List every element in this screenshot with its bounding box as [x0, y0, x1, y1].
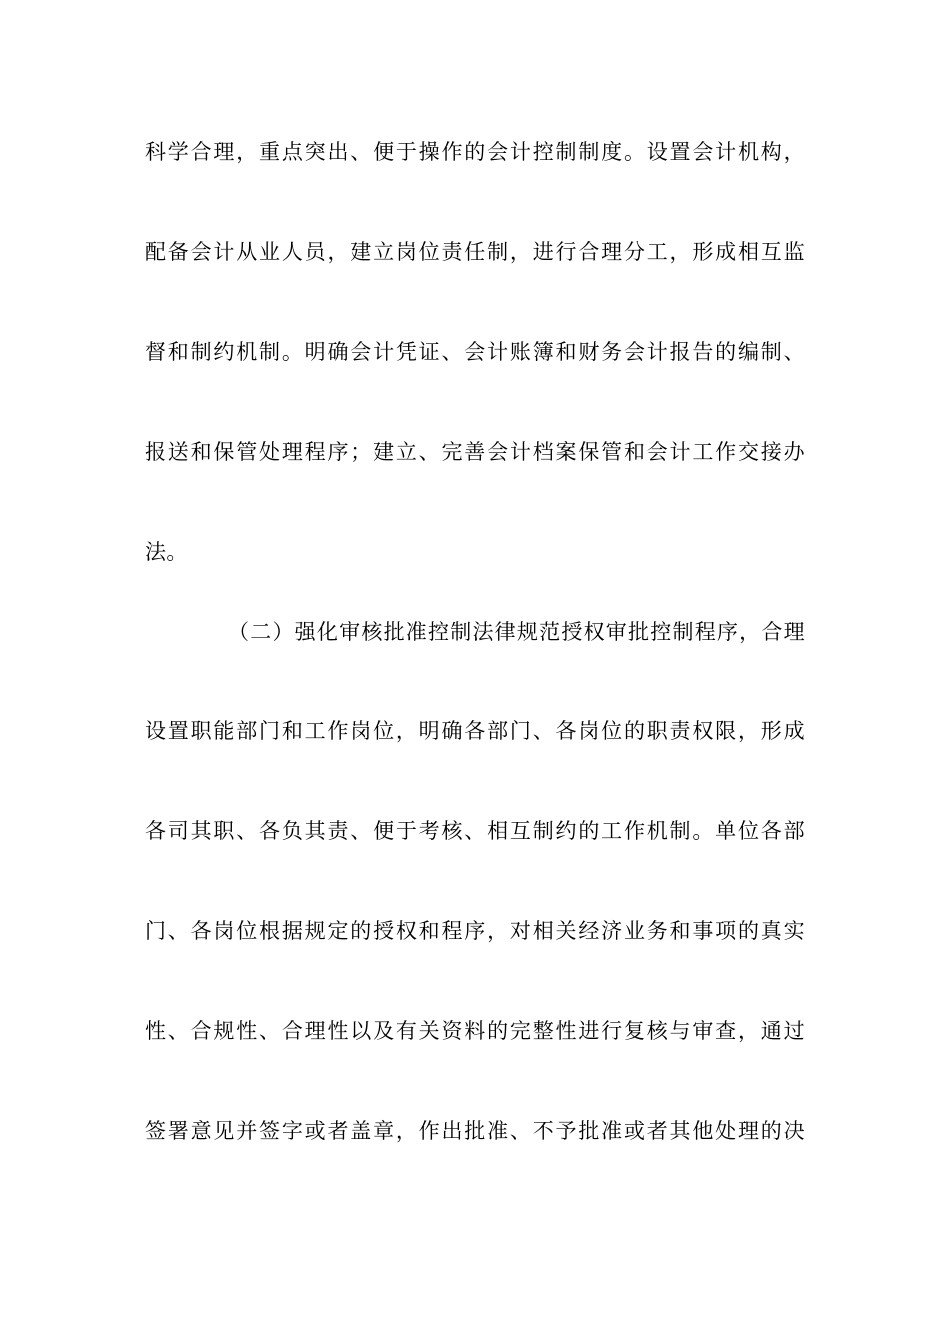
section-heading-line: （二）强化审核批准控制法律规范授权审批控制程序，合理: [228, 620, 805, 644]
paragraph-line: 各司其职、各负其责、便于考核、相互制约的工作机制。单位各部: [145, 819, 805, 843]
paragraph-line: 性、合规性、合理性以及有关资料的完整性进行复核与审查，通过: [145, 1019, 805, 1043]
paragraph-line: 门、各岗位根据规定的授权和程序，对相关经济业务和事项的真实: [145, 919, 805, 943]
paragraph-line: 科学合理，重点突出、便于操作的会计控制制度。设置会计机构，: [145, 140, 805, 164]
paragraph-line: 配备会计从业人员，建立岗位责任制，进行合理分工，形成相互监: [145, 240, 805, 264]
paragraph-line: 签署意见并签字或者盖章，作出批准、不予批准或者其他处理的决: [145, 1119, 805, 1143]
paragraph-line: 报送和保管处理程序；建立、完善会计档案保管和会计工作交接办: [145, 440, 805, 464]
paragraph-line: 设置职能部门和工作岗位，明确各部门、各岗位的职责权限，形成: [145, 719, 805, 743]
paragraph-line: 法。: [145, 540, 188, 564]
paragraph-line: 督和制约机制。明确会计凭证、会计账簿和财务会计报告的编制、: [145, 340, 805, 364]
